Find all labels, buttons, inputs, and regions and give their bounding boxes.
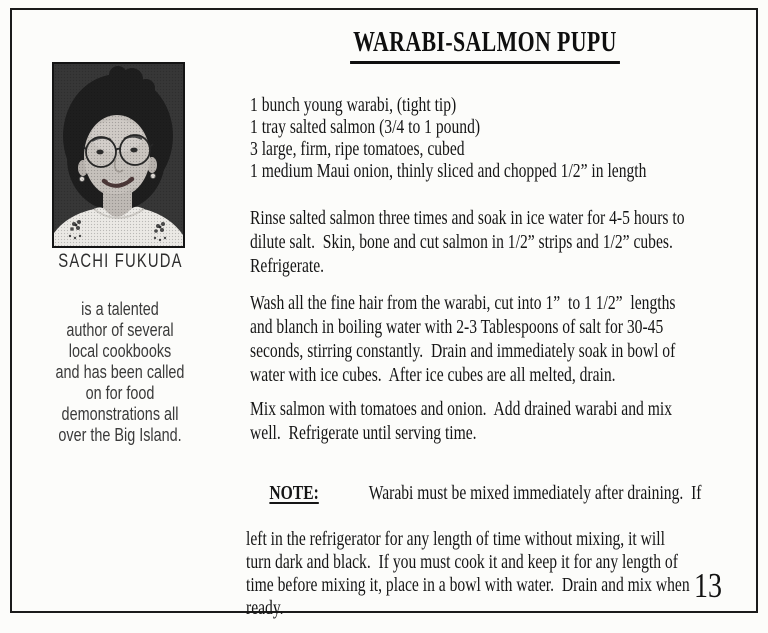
ingredient-line: 1 bunch young warabi, (tight tip) (250, 94, 457, 116)
ingredient-line: 3 large, firm, ripe tomatoes, cubed (250, 138, 465, 160)
step-line: Refrigerate. (250, 255, 325, 277)
step-paragraph-3 (250, 397, 672, 445)
note-line (246, 459, 701, 528)
note-line: turn dark and black. If you must cook it and keep it for any length of (246, 551, 678, 573)
author-bio-line: is a talented (81, 299, 159, 319)
step-line: well. Refrigerate until serving time. (250, 422, 477, 444)
step-line: seconds, stirring constantly. Drain and immediately soak in bowl of (250, 340, 676, 362)
author-photo (52, 62, 185, 248)
step-paragraph-2 (250, 291, 675, 387)
author-bio-line: over the Big Island. (58, 425, 182, 445)
note-line: ready. (246, 597, 284, 619)
author-bio-line: on for food (85, 383, 155, 403)
author-bio-line: local cookbooks (68, 341, 172, 361)
recipe-title-text: WARABI-SALMON PUPU (350, 27, 620, 64)
author-bio-line: author of several (66, 320, 174, 340)
step-line: Wash all the fine hair from the warabi, cut into 1” to 1 1/2” lengths (250, 292, 676, 314)
ingredient-list (250, 94, 646, 182)
note-label: NOTE: (269, 482, 319, 504)
ingredient-line: 1 tray salted salmon (3/4 to 1 pound) (250, 116, 481, 138)
ingredient-line: 1 medium Maui onion, thinly sliced and chopped 1/2” in length (250, 160, 647, 182)
author-bio-line: and has been called (55, 362, 185, 382)
portrait-photo-illustration (54, 64, 183, 246)
step-line: Rinse salted salmon three times and soak in ice water for 4-5 hours to (250, 207, 685, 229)
note-paragraph (246, 459, 701, 620)
author-bio-line: demonstrations all (61, 404, 179, 424)
step-line: Mix salmon with tomatoes and onion. Add drained warabi and mix (250, 398, 673, 420)
step-line: water with ice cubes. After ice cubes are all melted, drain. (250, 364, 616, 386)
recipe-title (302, 27, 669, 64)
step-paragraph-1 (250, 206, 685, 278)
author-bio (42, 299, 199, 446)
page-number: 13 (694, 566, 722, 605)
note-line: time before mixing it, place in a bowl with water. Drain and mix when (246, 574, 690, 596)
note-line-text: Warabi must be mixed immediately after draining. If (368, 482, 702, 504)
note-line: left in the refrigerator for any length of time without mixing, it will (246, 528, 665, 550)
step-line: and blanch in boiling water with 2-3 Tablespoons of salt for 30-45 (250, 316, 664, 338)
step-line: dilute salt. Skin, bone and cut salmon in 1/2” strips and 1/2” cubes. (250, 231, 673, 253)
author-name: SACHI FUKUDA (58, 251, 183, 272)
